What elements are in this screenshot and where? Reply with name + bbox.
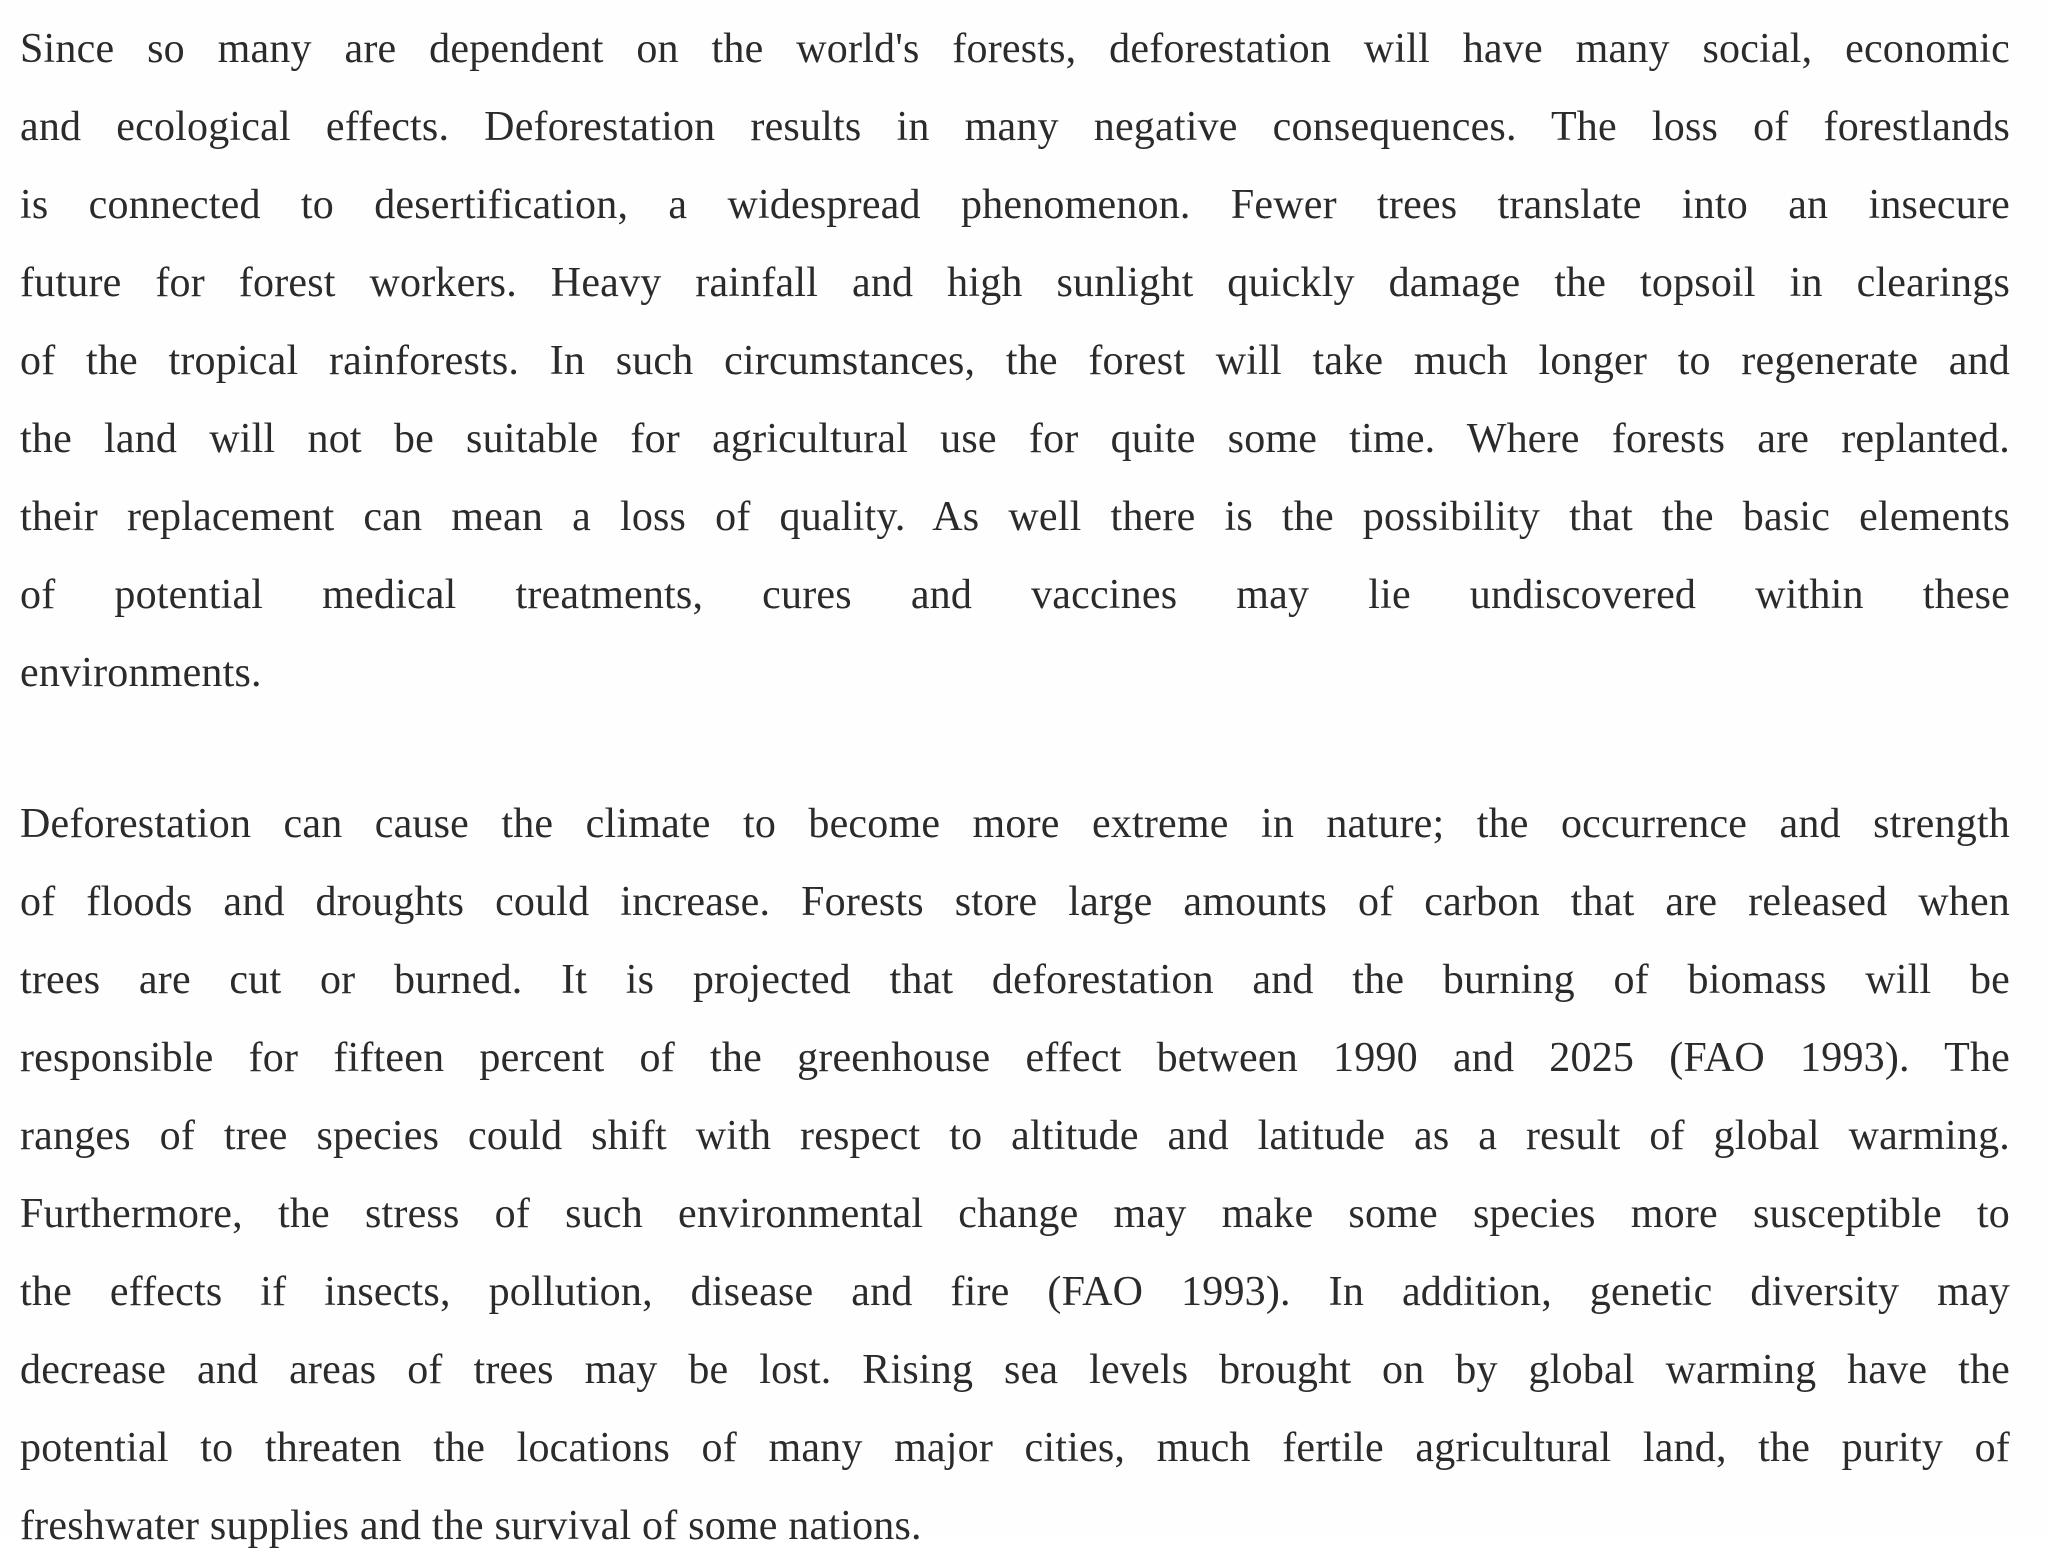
text-line: the land will not be suitable for agricultural use for quite some time. Where forests are replanted. — [20, 416, 2010, 462]
text-line: future for forest workers. Heavy rainfall and high sunlight quickly damage the topsoil in clearings — [20, 260, 2010, 306]
text-line: responsible for fifteen percent of the greenhouse effect between 1990 and 2025 (FAO 1993). The — [20, 1035, 2010, 1081]
paragraph-deforestation-effects — [20, 10, 2010, 712]
text-line: trees are cut or burned. It is projected that deforestation and the burning of biomass will be — [20, 957, 2010, 1003]
text-line: decrease and areas of trees may be lost. Rising sea levels brought on by global warming have the — [20, 1347, 2010, 1393]
text-line: and ecological effects. Deforestation results in many negative consequences. The loss of forestlands — [20, 104, 2010, 150]
text-line: of the tropical rainforests. In such circumstances, the forest will take much longer to regenerate and — [20, 338, 2010, 384]
text-line: environments. — [20, 650, 262, 696]
paragraph-climate-effects — [20, 785, 2010, 1565]
text-line: ranges of tree species could shift with respect to altitude and latitude as a result of global warming. — [20, 1113, 2010, 1159]
text-line: of potential medical treatments, cures and vaccines may lie undiscovered within these — [20, 572, 2010, 618]
text-line: Since so many are dependent on the world's forests, deforestation will have many social, economic — [20, 26, 2010, 72]
text-line: Furthermore, the stress of such environmental change may make some species more susceptible to — [20, 1191, 2010, 1237]
text-line: their replacement can mean a loss of quality. As well there is the possibility that the basic elements — [20, 494, 2010, 540]
text-line: potential to threaten the locations of many major cities, much fertile agricultural land, the purity of — [20, 1425, 2010, 1471]
text-line: freshwater supplies and the survival of some nations. — [20, 1503, 922, 1549]
text-line: the effects if insects, pollution, disease and fire (FAO 1993). In addition, genetic diversity may — [20, 1269, 2010, 1315]
text-line: Deforestation can cause the climate to become more extreme in nature; the occurrence and strength — [20, 801, 2010, 847]
text-line: is connected to desertification, a widespread phenomenon. Fewer trees translate into an insecure — [20, 182, 2010, 228]
text-line: of floods and droughts could increase. Forests store large amounts of carbon that are released when — [20, 879, 2010, 925]
